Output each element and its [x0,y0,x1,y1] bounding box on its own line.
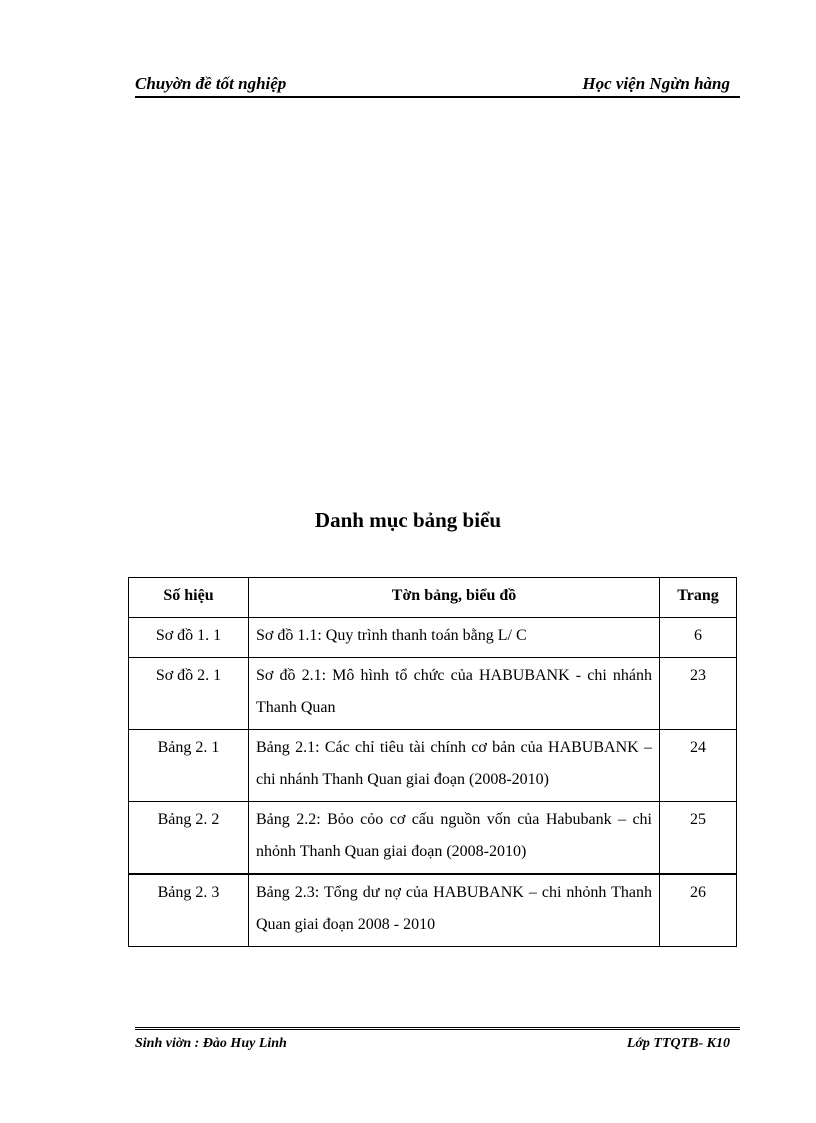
row-id: Sơ đồ 1. 1 [129,618,249,658]
table-header-row [129,578,737,618]
row-page: 26 [660,874,737,947]
column-header-id: Số hiệu [129,578,249,618]
table-row [129,874,737,947]
footer-class: Lớp TTQTB- K10 [626,1036,730,1051]
row-name: Bảng 2.2: Bỏo cỏo cơ cấu nguồn vốn của Habubank – chi nhỏnh Thanh Quan giai đoạn (2008-2010) [249,802,660,875]
table-row [129,802,737,875]
row-name: Bảng 2.3: Tổng dư nợ của HABUBANK – chi nhỏnh Thanh Quan giai đoạn 2008 - 2010 [249,874,660,947]
row-name: Sơ đồ 1.1: Quy trình thanh toán bằng L/ C [249,618,660,658]
row-id: Bảng 2. 3 [129,874,249,947]
page-header [135,72,740,98]
page-title: Danh mục bảng biểu [314,508,502,532]
row-id: Bảng 2. 1 [129,730,249,802]
table-row [129,730,737,802]
row-page: 23 [660,658,737,730]
table-list [128,577,737,947]
row-id: Sơ đồ 2. 1 [129,658,249,730]
column-header-name: Tờn bảng, biểu đồ [249,578,660,618]
footer-student: Sinh viờn : Đào Huy Linh [135,1036,287,1051]
row-page: 25 [660,802,737,875]
table-row [129,618,737,658]
row-name: Bảng 2.1: Các chỉ tiêu tài chính cơ bản của HABUBANK – chi nhánh Thanh Quan giai đoạn (2008-2010) [249,730,660,802]
header-document-type: Chuyờn đề tốt nghiệp [135,74,287,93]
column-header-page: Trang [660,578,737,618]
row-page: 6 [660,618,737,658]
table-row [129,658,737,730]
row-name: Sơ đồ 2.1: Mô hình tổ chức của HABUBANK - chi nhánh Thanh Quan [249,658,660,730]
row-id: Bảng 2. 2 [129,802,249,875]
row-page: 24 [660,730,737,802]
page-footer [135,1027,740,1051]
header-institution: Học viện Ngừn hàng [582,74,730,93]
